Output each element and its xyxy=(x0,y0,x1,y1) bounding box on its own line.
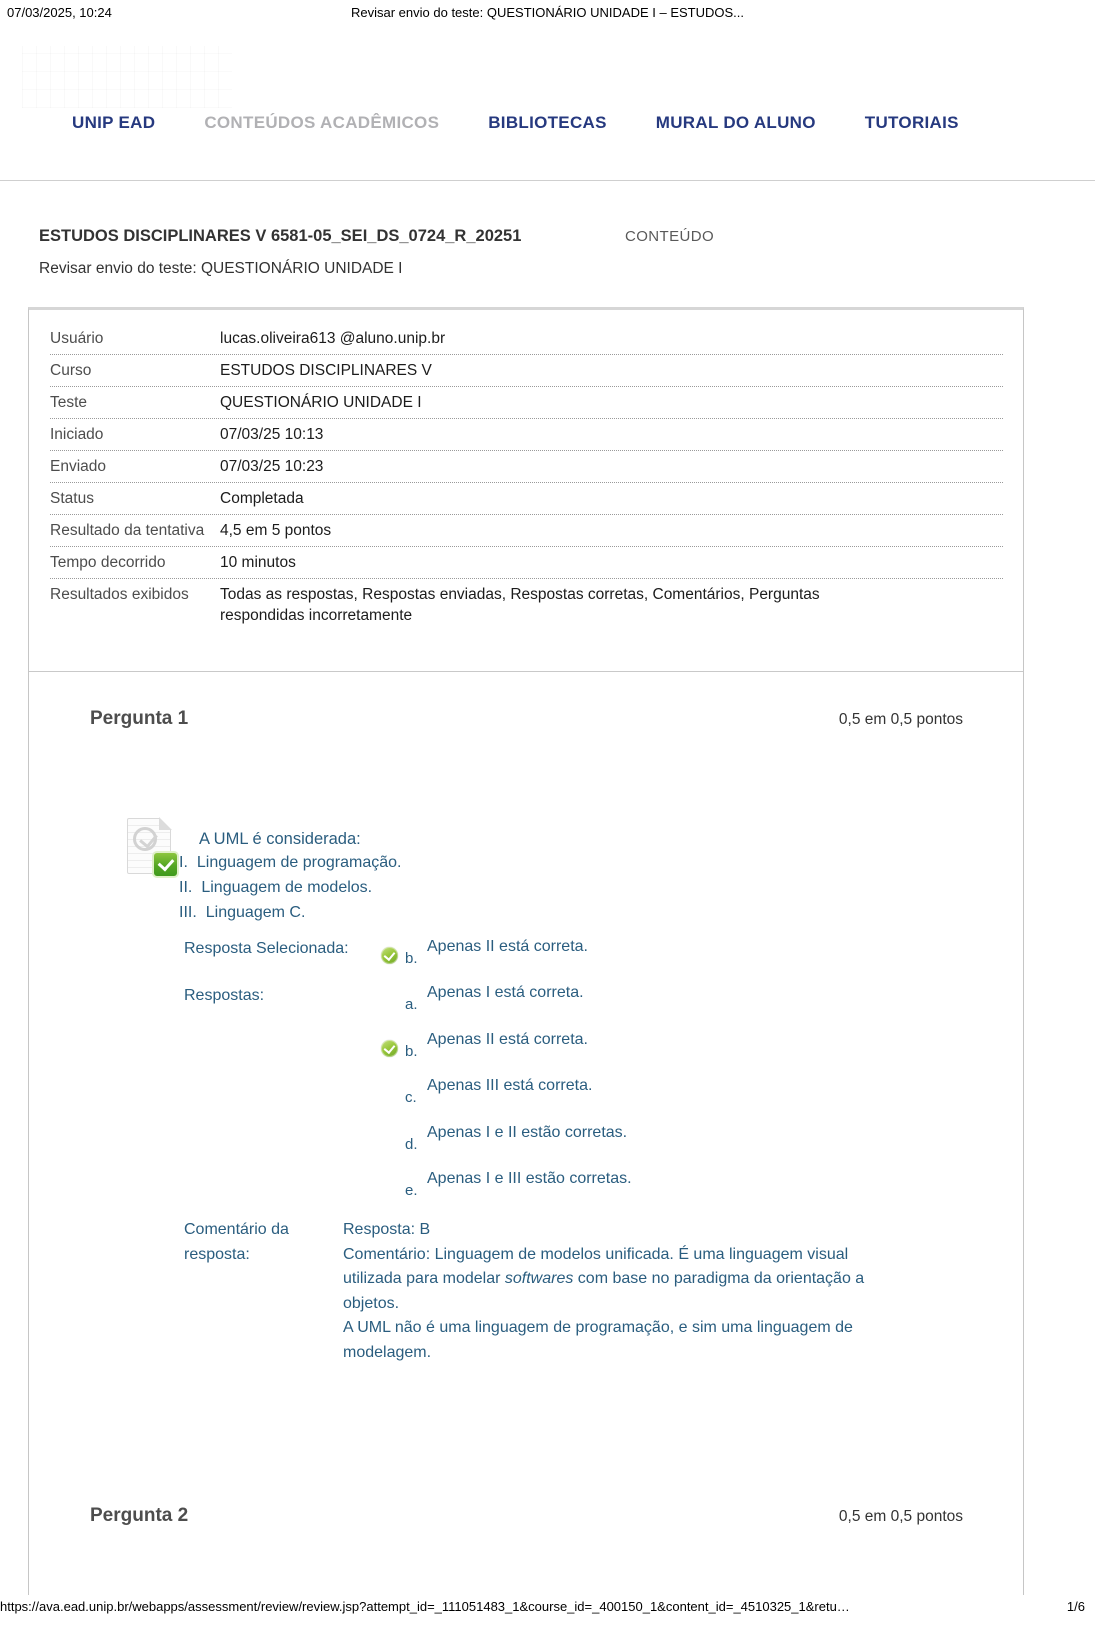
question1-statement: A UML é considerada: xyxy=(199,830,361,848)
summary-row-enviado xyxy=(50,451,1003,483)
selected-answer-label: Resposta Selecionada: xyxy=(184,940,349,957)
item-text: Linguagem C. xyxy=(205,904,306,921)
answer-text: Apenas III está correta. xyxy=(427,1077,593,1094)
summary-label: Enviado xyxy=(50,458,107,475)
print-footer xyxy=(0,1599,1095,1619)
nav-item-unip-ead[interactable]: UNIP EAD xyxy=(72,113,156,132)
summary-value: 10 minutos xyxy=(220,554,296,571)
comment-answer-line: Resposta: B xyxy=(343,1221,431,1238)
print-header xyxy=(0,5,1095,25)
answer-text: Apenas I e III estão corretas. xyxy=(427,1170,632,1187)
item-text: Linguagem de modelos. xyxy=(201,879,373,896)
course-title: ESTUDOS DISCIPLINARES V 6581-05_SEI_DS_0724_R_20251 xyxy=(39,227,522,245)
answer-row-b xyxy=(381,1031,588,1060)
nav-item-mural-do-aluno[interactable]: MURAL DO ALUNO xyxy=(655,113,816,132)
summary-value: QUESTIONÁRIO UNIDADE I xyxy=(220,394,422,411)
summary-label: Resultados exibidos xyxy=(50,586,189,603)
answer-row-d xyxy=(381,1124,627,1153)
page-fold-icon xyxy=(159,817,172,830)
statement-item-3 xyxy=(179,904,305,922)
summary-value: 4,5 em 5 pontos xyxy=(220,522,332,539)
unip-logo-watermark xyxy=(22,46,232,108)
correct-answer-icon xyxy=(381,947,398,964)
summary-value: Todas as respostas, Respostas enviadas, Respostas corretas, Comentários, Perguntas respondidas incorretamente xyxy=(220,586,820,624)
item-text: Linguagem de programação. xyxy=(196,854,402,871)
nav-divider xyxy=(0,180,1095,181)
summary-value: 07/03/25 10:13 xyxy=(220,426,324,443)
item-numeral: III. xyxy=(179,904,197,921)
summary-row-resultado xyxy=(50,515,1003,547)
green-check-badge-icon xyxy=(152,851,179,878)
summary-label: Iniciado xyxy=(50,426,104,443)
summary-label: Usuário xyxy=(50,330,104,347)
top-nav xyxy=(72,113,959,133)
print-page-number: 1/6 xyxy=(1066,1599,1085,1614)
item-numeral: II. xyxy=(179,879,193,896)
question1-points: 0,5 em 0,5 pontos xyxy=(838,711,963,728)
nav-item-conteudos-academicos[interactable]: CONTEÚDOS ACADÊMICOS xyxy=(204,113,440,132)
review-panel xyxy=(28,307,1024,1595)
question1-header xyxy=(90,708,963,730)
summary-row-usuario xyxy=(50,323,1003,355)
answer-letter: a. xyxy=(405,996,418,1013)
attempt-summary-table xyxy=(29,310,1023,672)
correct-answer-icon xyxy=(381,1040,398,1057)
answer-letter: c. xyxy=(405,1089,417,1106)
summary-row-teste xyxy=(50,387,1003,419)
circle-check-watermark-icon xyxy=(133,827,157,851)
answer-text: Apenas II está correta. xyxy=(427,1031,588,1048)
print-doc-title: Revisar envio do teste: QUESTIONÁRIO UNIDADE I – ESTUDOS... xyxy=(351,5,744,20)
summary-value: lucas.oliveira613 @aluno.unip.br xyxy=(220,330,446,347)
question2-points: 0,5 em 0,5 pontos xyxy=(838,1508,963,1525)
course-heading xyxy=(39,227,1049,246)
question1-title: Pergunta 1 xyxy=(90,708,189,729)
answer-text: Apenas I e II estão corretas. xyxy=(427,1124,628,1141)
summary-label: Curso xyxy=(50,362,92,379)
answer-letter: b. xyxy=(405,1043,418,1060)
page-title: Revisar envio do teste: QUESTIONÁRIO UNIDADE I xyxy=(39,260,403,277)
answer-letter: e. xyxy=(405,1182,418,1199)
nav-item-tutoriais[interactable]: TUTORIAIS xyxy=(864,113,959,132)
summary-value: 07/03/25 10:23 xyxy=(220,458,324,475)
comment-extra-line: A UML não é uma linguagem de programação, e sim uma linguagem de modelagem. xyxy=(343,1319,853,1361)
comment-paragraph: Comentário: Linguagem de modelos unificada. É uma linguagem visual utilizada para modelar softwares com base no paradigma da orientação a objetos. xyxy=(343,1245,865,1312)
summary-row-tempo xyxy=(50,547,1003,579)
answer-row-e xyxy=(381,1170,632,1199)
statement-item-1 xyxy=(179,854,401,872)
summary-label: Status xyxy=(50,490,94,507)
answer-letter: d. xyxy=(405,1136,418,1153)
question2-header xyxy=(90,1505,963,1527)
print-url: https://ava.ead.unip.br/webapps/assessment/review/review.jsp?attempt_id=_111051483_1&course_id=_400150_1&content_id=_4510325_1&retu… xyxy=(0,1599,850,1614)
comment-label: Comentário da resposta: xyxy=(184,1221,289,1263)
comment-body xyxy=(343,1218,883,1365)
answer-letter: b. xyxy=(405,950,418,967)
statement-item-2 xyxy=(179,879,372,897)
summary-row-curso xyxy=(50,355,1003,387)
question2-title: Pergunta 2 xyxy=(90,1505,189,1526)
answers-label: Respostas: xyxy=(184,987,265,1004)
breadcrumb-conteudo[interactable]: CONTEÚDO xyxy=(625,228,715,245)
question-document-icon xyxy=(127,818,177,876)
summary-label: Tempo decorrido xyxy=(50,554,166,571)
summary-label: Teste xyxy=(50,394,88,411)
summary-row-status xyxy=(50,483,1003,515)
comment-italic-term: softwares xyxy=(504,1270,574,1287)
answer-text: Apenas I está correta. xyxy=(427,984,584,1001)
answer-text: Apenas II está correta. xyxy=(427,938,588,955)
nav-item-bibliotecas[interactable]: BIBLIOTECAS xyxy=(488,113,607,132)
print-datetime: 07/03/2025, 10:24 xyxy=(7,5,112,20)
summary-row-resultados-exibidos xyxy=(50,579,1003,631)
answer-row-a xyxy=(381,984,584,1013)
summary-label: Resultado da tentativa xyxy=(50,522,205,539)
summary-row-iniciado xyxy=(50,419,1003,451)
answer-row-c xyxy=(381,1077,592,1106)
selected-answer-row xyxy=(381,938,588,967)
summary-value: ESTUDOS DISCIPLINARES V xyxy=(220,362,432,379)
summary-value: Completada xyxy=(220,490,304,507)
item-numeral: I. xyxy=(179,854,188,871)
